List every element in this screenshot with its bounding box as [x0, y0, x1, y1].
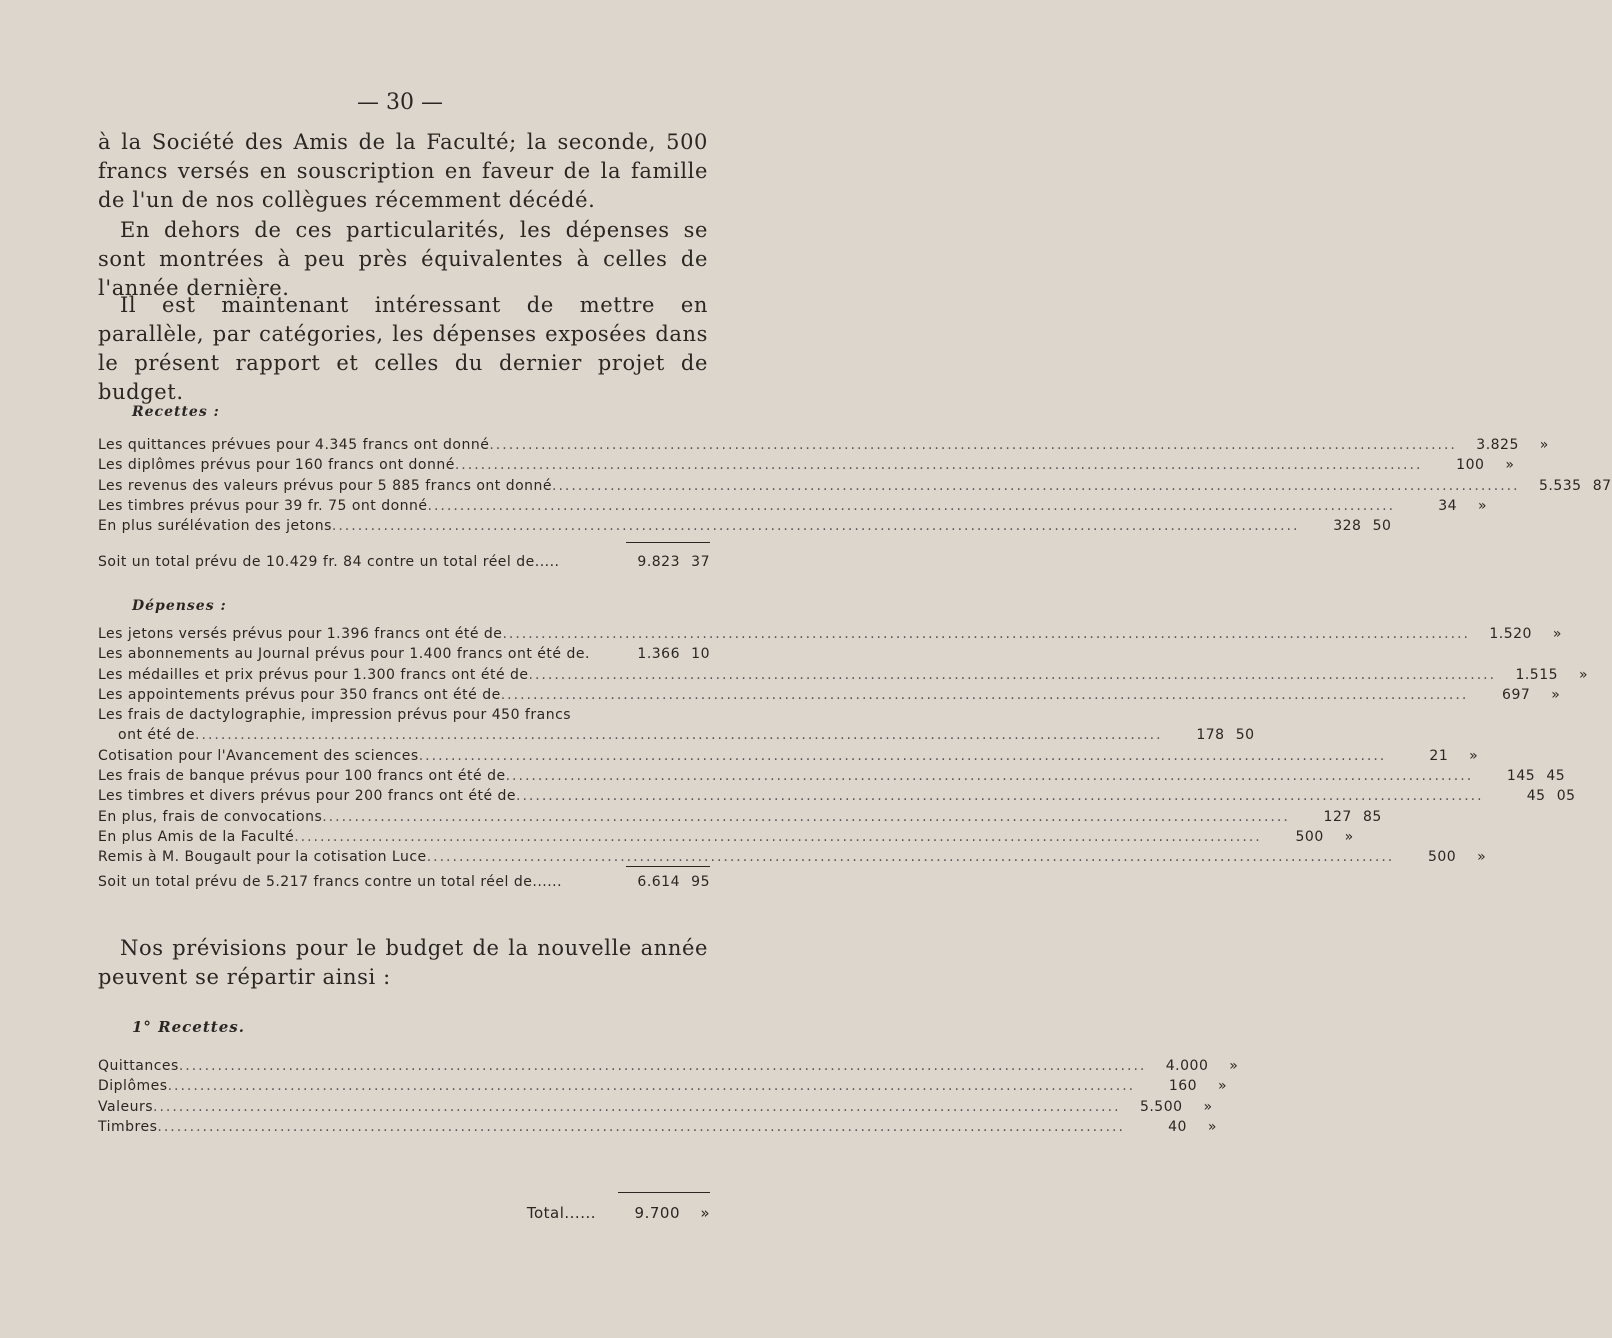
budget-recettes-heading: 1° Recettes. [132, 1018, 245, 1036]
amount-francs: 500 [1427, 849, 1457, 866]
leader-dots [516, 788, 1484, 804]
row-label: En plus surélévation des jetons [98, 518, 332, 535]
row-label: Les abonnements au Journal prévus pour 1.400 francs ont été de. [98, 646, 590, 663]
total-francs: 9.823 [637, 554, 680, 570]
row-label: Timbres [98, 1118, 158, 1135]
budget-row [98, 1058, 1239, 1078]
recettes-list [98, 437, 1612, 538]
recettes-row [98, 477, 1612, 498]
depenses-row [98, 666, 1589, 687]
recettes-row [98, 518, 1392, 538]
sum-rule [626, 542, 710, 543]
row-label: Cotisation pour l'Avancement des sciences [98, 747, 419, 764]
recettes-row [98, 457, 1515, 477]
depenses-row [98, 788, 1576, 808]
paragraph-3: Il est maintenant intéressant de mettre en parallèle, par catégories, les dépenses exposées dans le présent rapport et celles du dernier projet de budget. [98, 293, 708, 404]
row-label: Les diplômes prévus pour 160 francs ont donné [98, 457, 455, 474]
row-label: Les frais de dactylographie, impression prévus pour 450 francs [98, 707, 572, 724]
amount-centimes: 05 [1556, 788, 1576, 805]
row-label: Les appointements prévus pour 350 francs ont été de [98, 686, 501, 703]
leader-dots [529, 667, 1497, 683]
total-francs: 6.614 [637, 874, 680, 890]
amount-francs: 178 [1196, 727, 1225, 744]
amount-centimes: 50 [1235, 727, 1255, 744]
amount-centimes: » [1203, 1098, 1213, 1115]
depenses-list [98, 626, 1589, 870]
row-label: Les revenus des valeurs prévus pour 5 885 francs ont donné [98, 477, 553, 494]
total-label: Soit un total prévu de 5.217 francs contre un total réel de...... [98, 874, 563, 890]
leader-dots [322, 809, 1290, 825]
amount-francs: 100 [1456, 457, 1485, 474]
total-label: Total...... [526, 1204, 596, 1222]
depenses-row [98, 686, 1561, 707]
amount-francs: 697 [1502, 686, 1531, 703]
amount-francs: 4.000 [1165, 1058, 1209, 1074]
amount-francs: 5.535 [1538, 477, 1582, 494]
amount-centimes: » [1344, 828, 1354, 845]
total-centimes: » [700, 1204, 710, 1222]
amount-francs: 3.825 [1476, 437, 1519, 453]
leader-dots [552, 478, 1520, 494]
amount-francs: 1.515 [1515, 666, 1559, 683]
leader-dots [195, 727, 1163, 743]
sum-rule [626, 866, 710, 867]
amount-francs: 40 [1168, 1118, 1187, 1135]
amount-centimes: 85 [1362, 808, 1382, 825]
row-label: Les jetons versés prévus pour 1.396 francs ont été de [98, 626, 503, 642]
amount-francs: 328 [1333, 518, 1362, 535]
paragraph-1: à la Société des Amis de la Faculté; la seconde, 500 francs versés en souscription en faveur de la famille de l'un de nos collègues récemment décédé. [98, 130, 708, 212]
recettes-total [98, 554, 710, 570]
row-label: En plus, frais de convocations [98, 808, 323, 825]
amount-francs: 34 [1438, 497, 1458, 514]
amount-francs: 1.520 [1489, 626, 1532, 642]
row-label: Valeurs [98, 1098, 153, 1115]
amount-centimes: » [1477, 497, 1488, 514]
amount-centimes: 10 [691, 646, 710, 663]
total-centimes: 95 [691, 874, 710, 890]
depenses-row [98, 768, 1566, 788]
leader-dots [294, 829, 1262, 845]
leader-dots [153, 1099, 1121, 1115]
recettes-heading: Recettes : [132, 404, 220, 420]
row-label: Les frais de banque prévus pour 100 francs ont été de [98, 768, 506, 785]
depenses-row [98, 626, 1562, 646]
depenses-row [98, 849, 1487, 869]
depenses-row [98, 727, 1255, 747]
total-label: Soit un total prévu de 10.429 fr. 84 contre un total réel de..... [98, 554, 560, 570]
budget-recettes-list [98, 1058, 1239, 1139]
amount-centimes: » [1552, 626, 1562, 642]
budget-row [98, 1078, 1228, 1098]
amount-francs: 500 [1295, 828, 1324, 845]
depenses-row [98, 828, 1354, 849]
amount-centimes: » [1539, 437, 1549, 453]
amount-francs: 145 [1506, 768, 1536, 785]
amount-centimes: » [1477, 849, 1487, 866]
budget-row [98, 1098, 1213, 1119]
row-label: ont été de [118, 727, 196, 744]
previsions-paragraph: Nos prévisions pour le budget de la nouvelle année peuvent se répartir ainsi : [98, 936, 708, 989]
leader-dots [506, 768, 1474, 784]
amount-centimes: 45 [1546, 768, 1566, 785]
amount-francs: 160 [1168, 1078, 1198, 1095]
depenses-row [98, 747, 1479, 768]
page-number: — 30 — [357, 90, 443, 115]
budget-row [98, 1118, 1217, 1139]
leader-dots [332, 518, 1300, 534]
total-centimes: 37 [691, 554, 710, 570]
leader-dots [168, 1078, 1136, 1094]
amount-centimes: » [1207, 1118, 1217, 1135]
depenses-row [98, 646, 710, 666]
total-francs: 9.700 [634, 1204, 680, 1222]
amount-centimes: » [1469, 747, 1479, 764]
depenses-row [98, 808, 1382, 829]
paragraph-2: En dehors de ces particularités, les dépenses se sont montrées à peu près équivalentes à celles de l'année dernière. [98, 218, 708, 300]
leader-dots [179, 1058, 1147, 1074]
depenses-row [98, 707, 710, 727]
amount-centimes: » [1551, 686, 1561, 703]
leader-dots [502, 626, 1470, 642]
amount-centimes: » [1229, 1058, 1239, 1074]
depenses-heading: Dépenses : [132, 598, 227, 614]
row-label: Remis à M. Bougault pour la cotisation Luce [98, 849, 427, 866]
leader-dots [428, 498, 1396, 514]
amount-francs: 21 [1429, 747, 1449, 764]
row-label: Quittances [98, 1058, 179, 1074]
row-label: En plus Amis de la Faculté [98, 828, 295, 845]
row-label: Les timbres et divers prévus pour 200 francs ont été de [98, 788, 517, 805]
amount-centimes: » [1505, 457, 1515, 474]
row-label: Les médailles et prix prévus pour 1.300 francs ont été de [98, 666, 529, 683]
amount-centimes: 50 [1372, 518, 1392, 535]
amount-centimes: » [1578, 666, 1589, 683]
row-label: Diplômes [98, 1078, 168, 1095]
leader-dots [501, 687, 1469, 703]
amount-centimes: 87 [1592, 477, 1612, 494]
leader-dots [419, 748, 1387, 764]
leader-dots [489, 437, 1457, 453]
amount-francs: 45 [1526, 788, 1546, 805]
amount-francs: 127 [1323, 808, 1352, 825]
amount-centimes: » [1218, 1078, 1228, 1095]
recettes-row [98, 437, 1549, 457]
row-label: Les timbres prévus pour 39 fr. 75 ont donné [98, 497, 428, 514]
amount-francs: 1.366 [637, 646, 680, 663]
depenses-total [98, 874, 710, 890]
row-label: Les quittances prévues pour 4.345 francs ont donné [98, 437, 490, 453]
amount-francs: 5.500 [1139, 1098, 1183, 1115]
leader-dots [157, 1119, 1125, 1135]
leader-dots [455, 457, 1423, 473]
recettes-row [98, 497, 1488, 518]
budget-total [98, 1204, 710, 1222]
leader-dots [427, 849, 1395, 865]
sum-rule [618, 1192, 710, 1193]
